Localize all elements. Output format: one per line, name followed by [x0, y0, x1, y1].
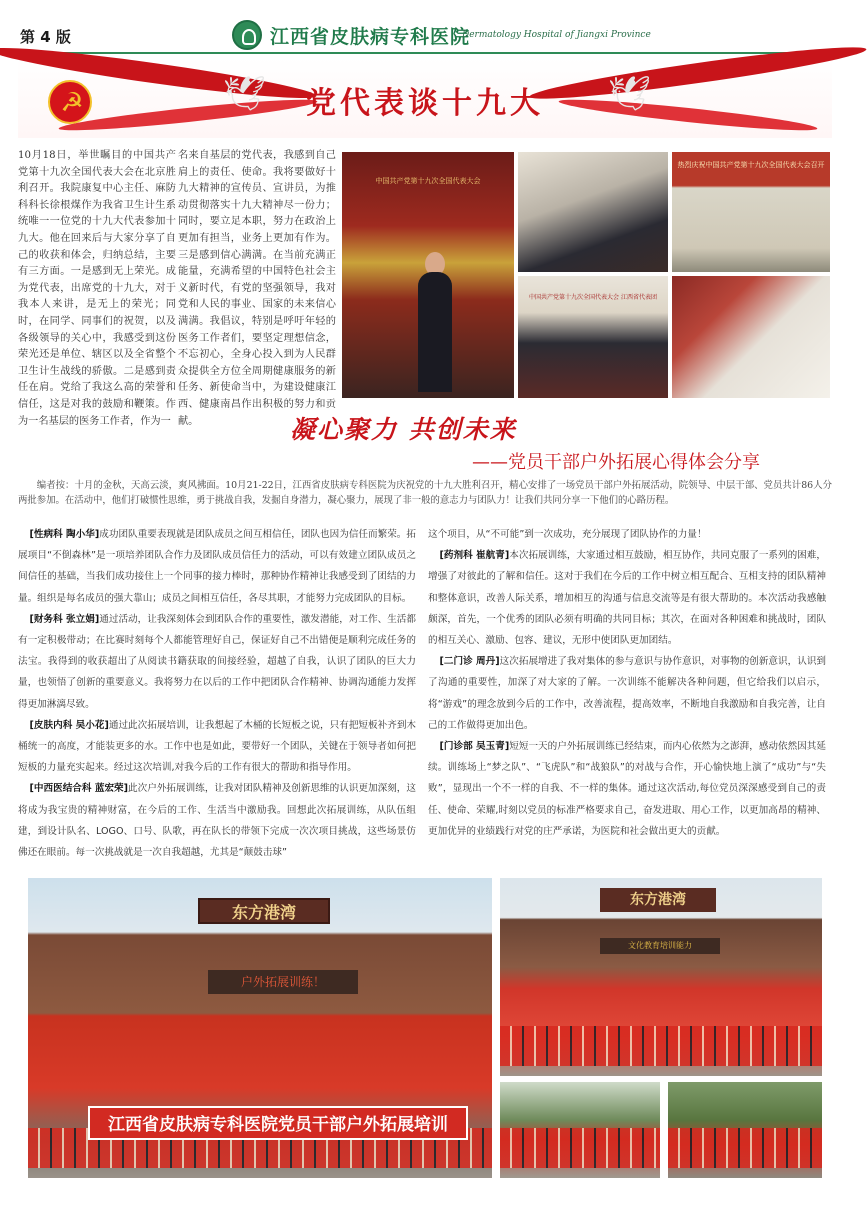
banner-title: 党代表谈十九大	[306, 86, 544, 121]
testimonial-column-left	[18, 524, 416, 863]
testimonial	[428, 736, 826, 842]
delegation-session-photo	[518, 276, 668, 398]
article-column-1: 10月18日，举世瞩目的中国共产党第十九次全国代表大会在北京胜利召开。我院康复中心主任、麻防科科长徐根煤作为我省卫生计生系统唯一一位党的十九大代表参加十九大。他在回来后与大家分享了自己的收获和体会，归纳总结，主要有三方面。一是感到无上荣光。成为党代表，出席党的十九大，对于我本人来讲，是无上的荣光；同时，在同学、同事们的祝贺，以及各级领导的关心中，我感受到这份荣光还是单位、辖区以及全省整个卫生计生战线的骄傲。二是感到责任在肩。党给了我这么高的荣誉和信任，这是对我的鼓励和鞭策。作为一名基层的医务工作者，作为一	[18, 150, 176, 427]
gate-sign: 东方港湾	[600, 888, 716, 912]
testimonial-text: 这个项目，从“不可能”到一次成功，充分展现了团队协作的力量！	[428, 529, 707, 540]
testimonial	[18, 715, 416, 779]
certificate-group-photo	[500, 878, 822, 1076]
team-photo-caption: 江西省皮肤病专科医院党员干部户外拓展培训	[88, 1106, 468, 1140]
testimonial-text: 本次拓展训练，大家通过相互鼓励，相互协作，共同克服了一系列的困难，增强了对彼此的了解和信任。这对于我们在今后的工作中树立相互配合、互相支持的团队精神和整体意识，改善人际关系，增加相互的沟通与信息交流等是有很大帮助的。本次活动我感触颇深，首先，一个优秀的团队必须有明确的共同目标；其次，在面对各种困难和挑战时，团队的相互关心、激励、包容、建议，无形中使团队更加团结。	[428, 550, 827, 647]
activity-photo-1	[500, 1082, 660, 1178]
training-banner: 文化教育培训能力	[600, 938, 720, 954]
participants-group	[500, 1026, 822, 1066]
hospital-name-cn: 江西省皮肤病专科医院	[270, 26, 471, 48]
congress-photo	[342, 152, 514, 398]
activity-photo-2	[668, 1082, 822, 1178]
great-hall-caption: 热烈庆祝中国共产党第十九次全国代表大会召开	[677, 161, 825, 169]
participants-group	[500, 1128, 660, 1168]
testimonial	[428, 545, 826, 651]
delegation-meeting-photo	[518, 152, 668, 272]
testimonial-text: 短短一天的户外拓展训练已经结束，而内心依然为之澎湃，感动依然因其延续。训练场上“梦之队”、“飞虎队”和“战狼队”的对战与合作，开心愉快地上演了“成功”与“失败”，显现出一个不一样的自我、不一样的集体。通过这次活动,每位党员深深感受到自己的责任、使命、荣耀,时刻以党员的标准严格要求自己，奋发进取、用心工作，以更加高昂的精神、更加优异的业绩践行对党的庄严承诺，为医院和社会做出更大的贡献。	[428, 741, 827, 837]
testimonial-author: [中西医结合科 蓝宏荣]	[29, 783, 129, 795]
section-subtitle: ——党员干部户外拓展心得体会分享	[472, 452, 760, 473]
testimonial-author: [门诊部 吴玉青]	[439, 741, 510, 753]
testimonial-author: [性病科 陶小华]	[29, 529, 100, 540]
gate-sign: 东方港湾	[198, 898, 330, 924]
great-hall-photo	[672, 152, 830, 272]
delegate-writing-photo	[672, 276, 830, 398]
congress-photo-caption: 中国共产党第十九次全国代表大会	[375, 177, 481, 185]
participants-group	[668, 1128, 822, 1168]
hospital-name-en: Dermatology Hospital of Jiangxi Province	[462, 30, 651, 40]
header-divider	[18, 52, 832, 54]
hospital-logo-icon	[232, 20, 262, 50]
testimonial	[18, 609, 416, 715]
testimonial-column-right	[428, 524, 826, 842]
dove-icon: 🕊	[608, 74, 652, 114]
testimonial-author: [二门诊 周丹]	[439, 656, 500, 668]
dove-icon: 🕊	[223, 74, 267, 114]
testimonial	[18, 524, 416, 609]
section-title: 凝心聚力 共创未来	[290, 415, 517, 444]
team-training-photo	[28, 878, 492, 1178]
testimonial-author: [皮肤内科 吴小花]	[29, 719, 109, 731]
editor-note: 编者按：十月的金秋，天高云淡，爽风拂面。10月21-22日，江西省皮肤病专科医院为庆祝党的十九大胜利召开，精心安排了一场党员干部户外拓展活动，院领导、中层干部、党员共计86人分两批参加。在活动中，他们打破惯性思维，勇于挑战自我，发掘自身潜力，凝心聚力，展现了非一般的意志力与团队力！让我们共同分享一下他们的心路历程。	[18, 480, 832, 506]
testimonial-text: 成功团队重要表现就是团队成员之间互相信任，团队也因为信任而繁荣。拓展项目“不倒森林”是一项培养团队合作力及团队成员信任力的活动，可以有效建立团队成员之间信任的基础，当我们成功接住上一个同事的接力棒时，那种协作精神让我感受到了团结的力量。组织是每名成员的强大靠山；成员之间相互信任，各尽其职，才能努力完成团队的目标。	[18, 529, 417, 604]
testimonial-text: 通过活动，让我深刻体会到团队合作的重要性，激发潜能，对工作、生活都有一定积极带动；在比赛时刻每个人都能管理好自己，保证好自己不出错便是顺利完成任务的法宝。我得到的收获超出了从阅读书籍获取的间接经验，超越了自我，认识了团队的巨大力量，也领悟了创新的重要意义。我将努力在以后的工作中把团队合作精神、协调沟通能力发挥得更加淋漓尽致。	[18, 613, 417, 710]
testimonial-text: 这次拓展增进了我对集体的参与意识与协作意识，对事物的创新意识，认识到了沟通的重要性，加深了对大家的了解。一次训练不能解决各种问题，但它给我们以启示，将“游戏”的理念放到今后的工作中，改善流程，提高效率，不断地自我激励和自我完善，让自己的工作做得更加出色。	[428, 656, 827, 731]
page-number: 第 4 版	[20, 28, 71, 46]
testimonial-author: [药剂科 崔航青]	[439, 550, 510, 562]
delegation-session-caption: 中国共产党第十九次全国代表大会 江西省代表团	[529, 294, 657, 301]
training-banner: 户外拓展训练！	[208, 970, 358, 994]
delegate-figure	[418, 272, 452, 392]
article-column-2: 名来自基层的党代表，我感到自己肩上的责任、使命。我将要做好十九大精神的宣传员、宣讲员，为推动贯彻落实十九大精神尽一份力；同时，要立足本职，努力在政治上更加有担当，业务上更加有作为。三是感到信心满满。在当前充满正能量，充满希望的中国特色社会主义新时代，有党的坚强领导，我对党和人民的事业、国家的未来信心满满。我倡议，特别是呼吁年轻的医务工作者们，要坚定理想信念，不忘初心，全身心投入到为人民群众提供全方位全周期健康服务的新任务、新使命当中，为建设健康江西、健康南昌作出积极的努力和贡献。	[178, 150, 336, 427]
testimonial-continued	[428, 524, 826, 545]
testimonial	[18, 778, 416, 863]
testimonial	[428, 651, 826, 736]
party-banner	[18, 58, 832, 138]
testimonial-text: 通过此次拓展培训，让我想起了木桶的长短板之说，只有把短板补齐到木桶统一的高度，才能装更多的水。工作中也是如此，要带好一个团队，关键在于领导者如何把短板的力量充实起来。经过这次培训,对我今后的工作有很大的帮助和指导作用。	[18, 719, 417, 774]
party-emblem-icon: ☭	[48, 80, 92, 124]
testimonial-text: 此次户外拓展训练，让我对团队精神及创新思维的认识更加深刻，这将成为我宝贵的精神财富，在今后的工作、生活当中激励我。回想此次拓展训练，从队伍组建，到设计队名、LOGO、口号、队歌，再在队长的带领下完成一次次项目挑战，这些场景仿佛还在眼前。每一次挑战就是一次自我超越，尤其是“颠鼓击球”	[18, 783, 417, 859]
testimonial-author: [财务科 张立娟]	[29, 613, 100, 625]
